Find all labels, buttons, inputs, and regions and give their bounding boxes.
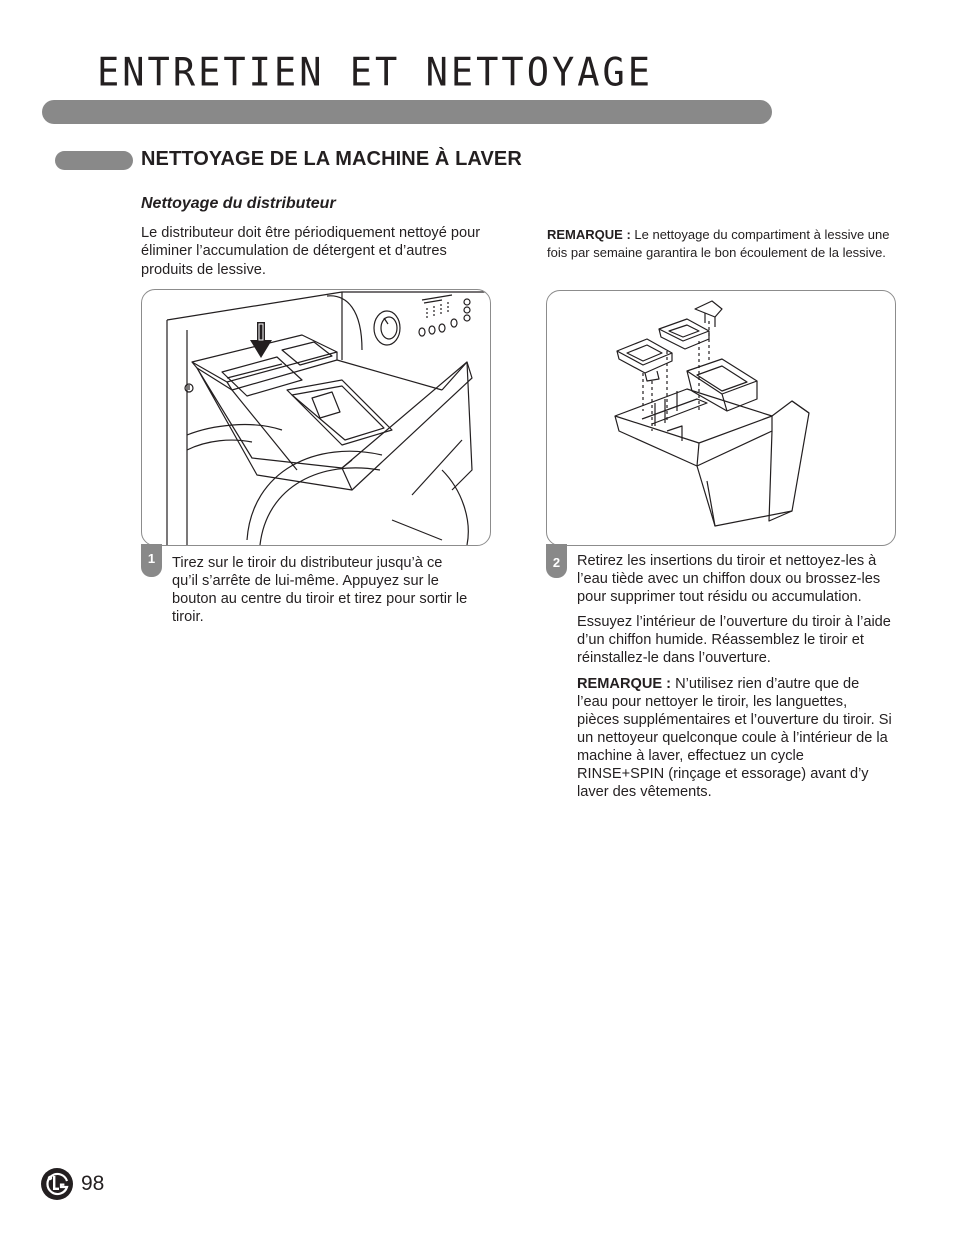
note-top-label: REMARQUE : [547,227,631,242]
drawer-inserts-illustration [547,291,895,545]
step-number-badge: 1 [141,544,162,577]
step-2-paragraph: Retirez les insertions du tiroir et nettoyez-les à l’eau tiède avec un chiffon doux ou brossez-les pour supprimer tout résidu ou accumulation. [577,553,881,606]
step-2-paragraph: Essuyez l’intérieur de l’ouverture du tiroir à l’aide d’un chiffon humide. Réassemblez le tiroir et réinstallez-le dans l’ouverture. [577,614,891,667]
figure-drawer-inserts [546,290,896,546]
page-number: 98 [81,1172,105,1195]
step-1-text: Tirez sur le tiroir du distributeur jusqu’à ce qu’il s’arrête de lui-même. Appuyez sur le bouton au centre du tiroir et tirez pour sortir le tiroir. [172,555,468,626]
page-title: ENTRETIEN ET NETTOYAGE [97,50,654,96]
step-2-note [577,675,892,802]
note-top [547,226,899,262]
note-top-text: Le nettoyage du compartiment à lessive une fois par semaine garantira le bon écoulement de la lessive. [547,227,890,260]
step-2-note-text: N’utilisez rien d’autre que de l’eau pour nettoyer le tiroir, les languettes, pièces supplémentaires et l’ouverture du tiroir. Si un nettoyeur quelconque coule à l’intérieur de la machine à laver, effectuez un cycle RINSE+SPIN (rinçage et essorage) avant d’y laver des vêtements. [577,675,892,801]
step-2-note-label: REMARQUE : [577,675,672,692]
step-number-badge: 2 [546,544,567,578]
title-bar [42,100,772,124]
section-title: NETTOYAGE DE LA MACHINE À LAVER [141,148,522,170]
section-marker [55,151,133,170]
figure-dispenser-drawer [141,289,491,546]
lg-logo-icon [40,1167,74,1201]
intro-text: Le distributeur doit être périodiquement nettoyé pour éliminer l’accumulation de détergent et d’autres produits de lessive. [141,225,481,278]
subsection-title: Nettoyage du distributeur [141,195,336,212]
step-2-text [577,552,892,808]
washer-drawer-illustration [142,290,490,545]
